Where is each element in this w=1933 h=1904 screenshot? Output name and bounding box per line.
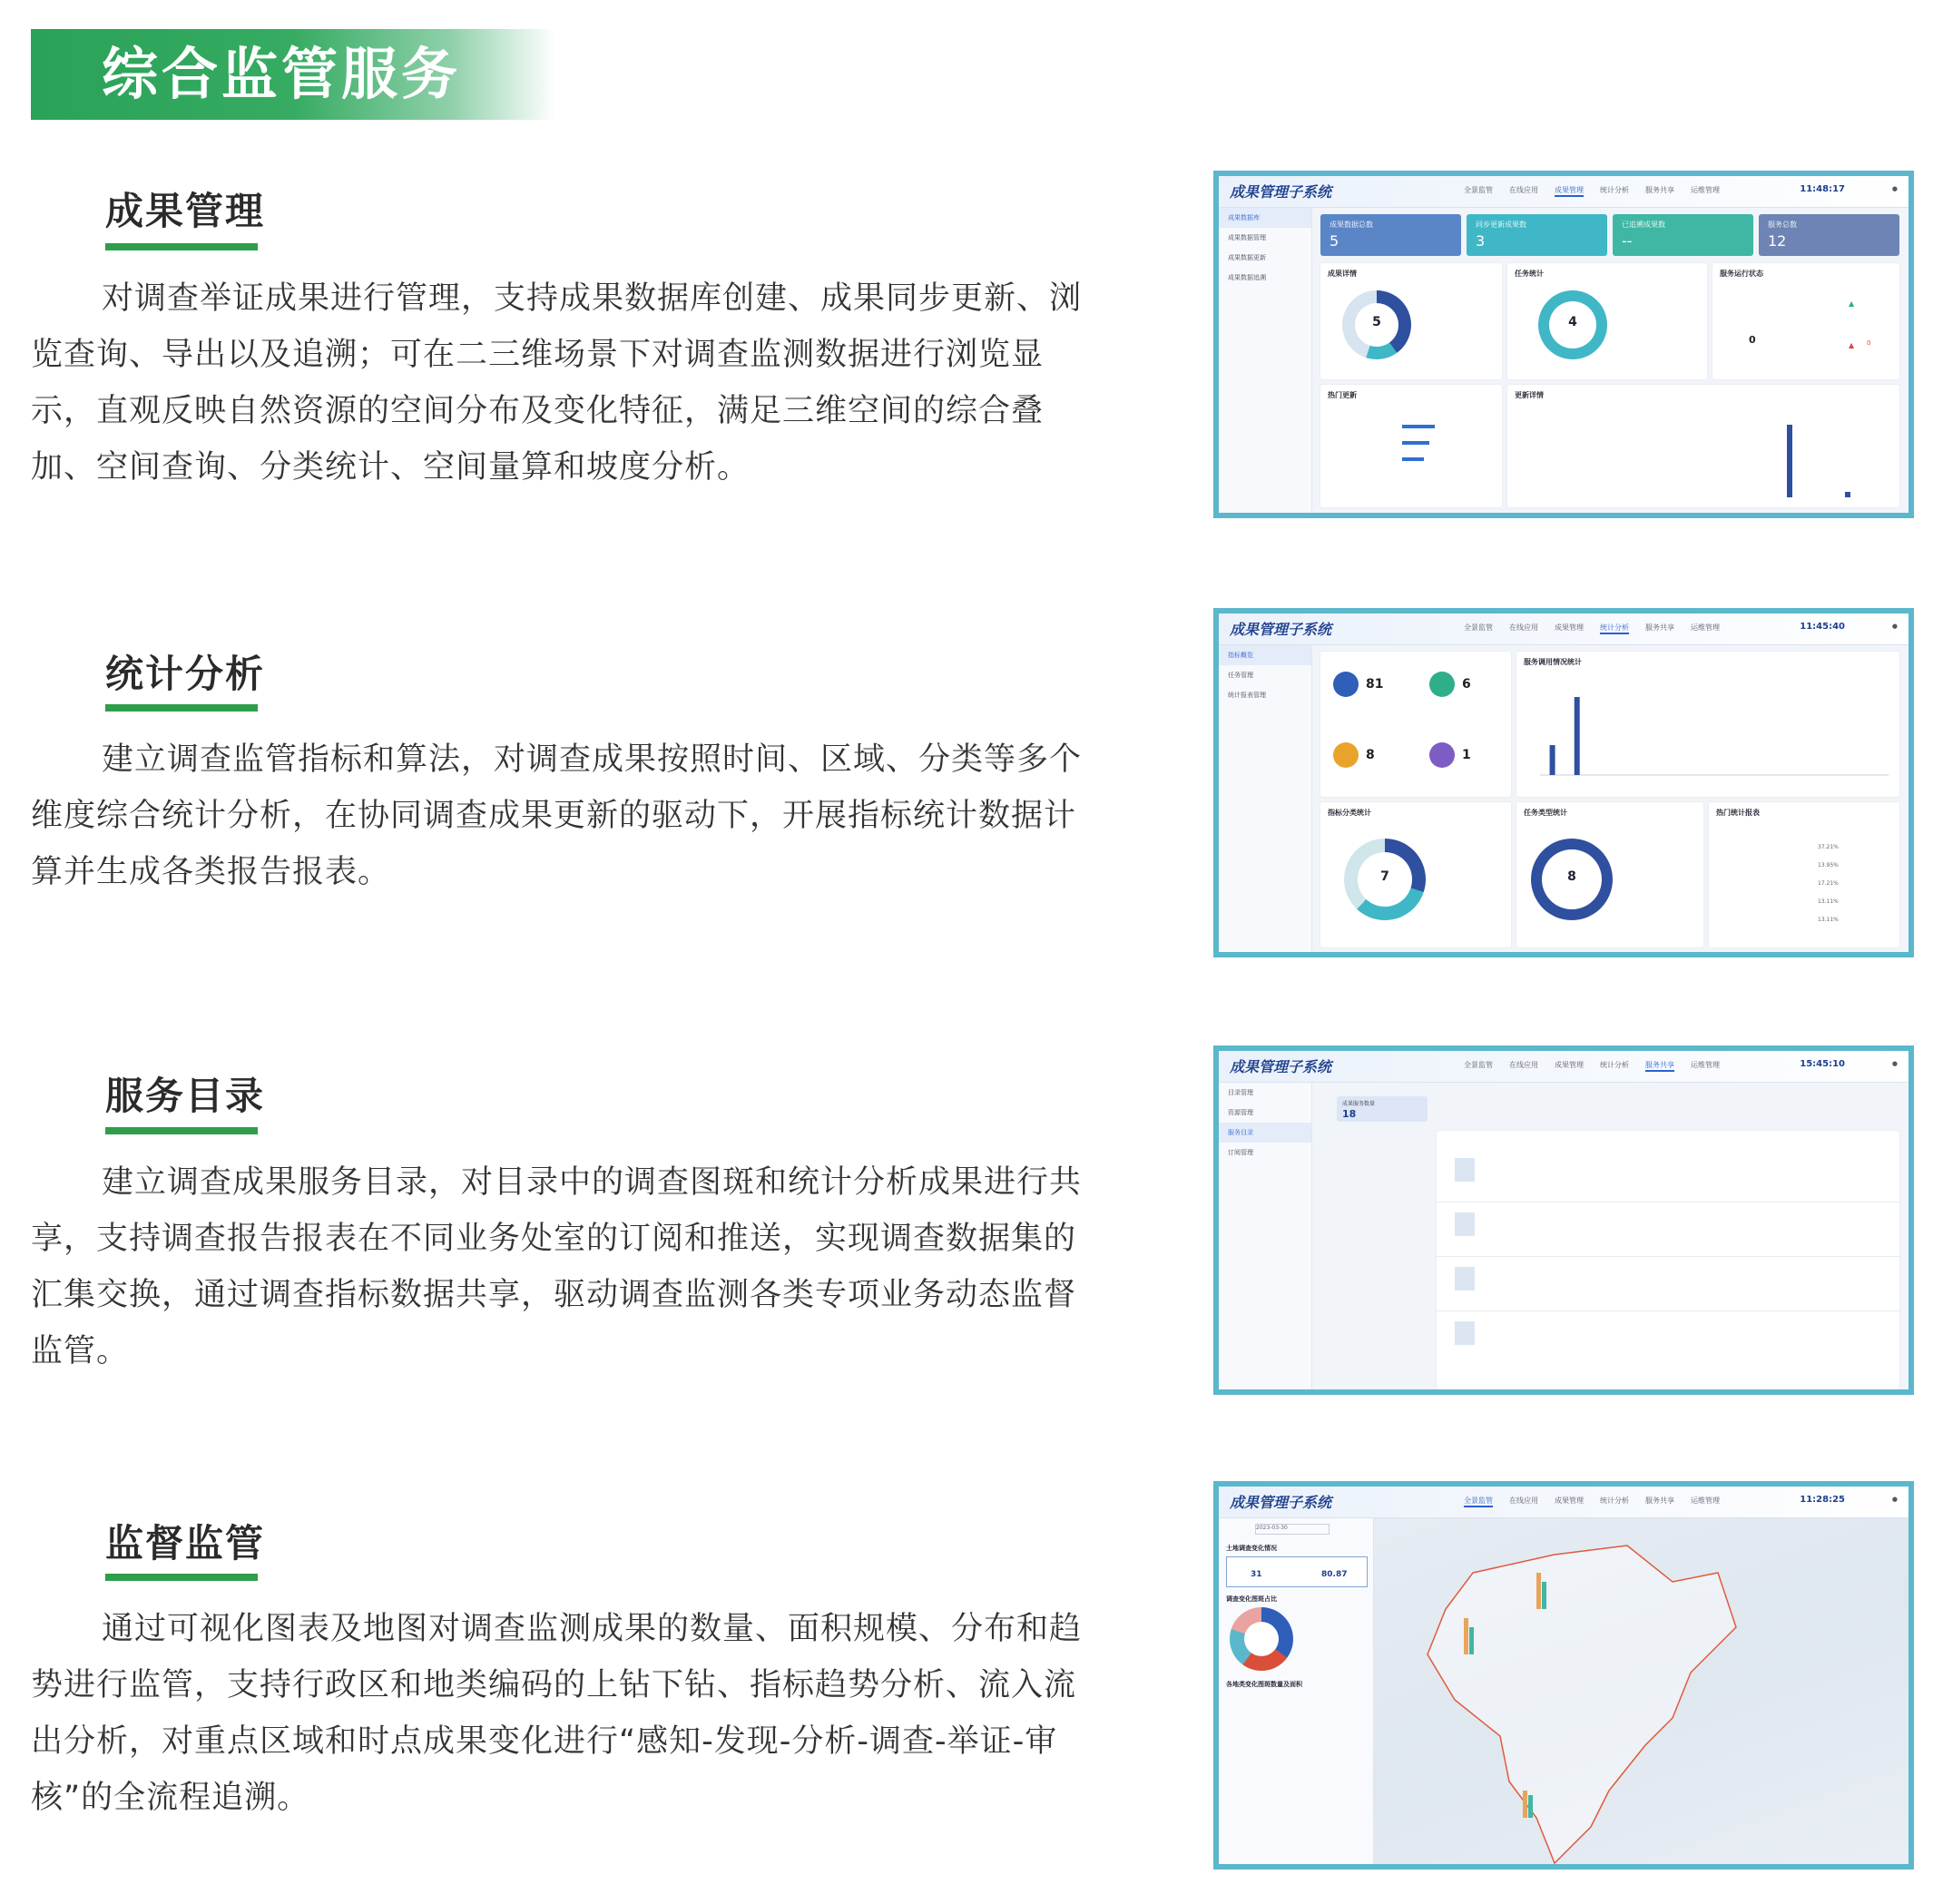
section-title-3: 服务目录 [105,1074,266,1118]
card-title: 指标分类统计 [1328,809,1371,817]
nav-item[interactable]: 服务共享 [1645,1060,1674,1072]
chart-bar [1787,425,1792,497]
card-title: 服务运行状态 [1720,270,1763,278]
metric-value: 81 [1366,677,1384,692]
status-dot-icon: ▲ [1849,341,1855,349]
nav-item[interactable]: 在线应用 [1509,186,1538,194]
user-icon[interactable]: ● [1891,623,1898,630]
chart-bar [1575,697,1580,775]
left-panel [1219,1518,1374,1864]
nav-item[interactable]: 全景监管 [1464,1496,1493,1507]
nav-item[interactable]: 服务共享 [1645,1497,1674,1505]
metric-value: 1 [1462,748,1471,762]
card-indicator-class [1320,802,1511,947]
stat-label: 服务总数 [1768,221,1797,229]
donut-chart [1342,290,1411,359]
report-percent: 13.95% [1818,862,1839,869]
panel-title: 调查变化图斑占比 [1226,1595,1277,1603]
card-title: 任务类型统计 [1524,809,1567,817]
map-view[interactable] [1373,1518,1908,1864]
nav-item[interactable]: 运维管理 [1691,186,1720,194]
document-icon [1455,1158,1475,1182]
document-icon [1455,1321,1475,1345]
metric-icon [1333,742,1359,768]
section-body-4: 通过可视化图表及地图对调查监测成果的数量、面积规模、分布和趋势进行监管，支持行政区和地类编码的上钻下钻、指标趋势分析、流入流出分析，对重点区域和时点成果变化进行“感知-发现-分析-调查-举证-审核”的全流程追溯。 [31,1611,1083,1816]
sidebar-item[interactable]: 指标概览 [1219,645,1311,665]
card-metrics [1320,652,1511,797]
section-underline-4 [105,1574,258,1581]
report-percent: 13.11% [1818,917,1839,923]
service-calls-bar-chart [1522,673,1894,791]
status-value: 0 [1749,334,1756,346]
metric-icon [1429,672,1455,697]
chart-bar [1550,745,1555,775]
card-title: 服务调用情况统计 [1524,658,1582,666]
sidebar-item[interactable]: 统计报表管理 [1228,692,1266,699]
report-percent: 17.21% [1818,880,1839,887]
user-icon[interactable]: ● [1891,185,1898,192]
chart-bar [1845,492,1850,497]
change-count: 31 [1251,1570,1262,1579]
service-list-table [1437,1131,1899,1389]
service-count-card [1337,1096,1428,1122]
section-body-2: 建立调查监管指标和算法，对调查成果按照时间、区域、分类等多个维度综合统计分析，在协同调查成果更新的驱动下，开展指标统计数据计算并生成各类报告报表。 [31,741,1083,890]
nav-item[interactable]: 成果管理 [1555,1497,1584,1505]
section-underline-2 [105,704,258,712]
user-icon[interactable]: ● [1891,1496,1898,1503]
section-title-4: 监督监管 [105,1521,266,1565]
panel-title: 土地调查变化情况 [1226,1545,1277,1552]
system-title: 成果管理子系统 [1230,183,1332,201]
system-header [1219,176,1908,208]
nav-item[interactable]: 统计分析 [1600,1497,1629,1505]
metric-value: 6 [1462,677,1471,692]
nav-item[interactable]: 运维管理 [1691,623,1720,632]
donut-value: 5 [1372,315,1381,329]
region-boundary [1373,1518,1908,1870]
system-nav [1464,623,1720,634]
system-title: 成果管理子系统 [1230,1058,1332,1075]
map-bar-marker [1528,1795,1533,1818]
section-body-3: 建立调查成果服务目录，对目录中的调查图斑和统计分析成果进行共享，支持调查报告报表在不同业务处室的订阅和推送，实现调查数据集的汇集交换，通过调查指标数据共享，驱动调查监测各类专项业务动态监督监管。 [31,1164,1083,1369]
stat-value: 3 [1476,232,1486,250]
system-nav [1464,185,1720,197]
system-header [1219,1051,1908,1083]
donut-chart [1344,839,1426,920]
count-value: 18 [1342,1108,1357,1120]
nav-item[interactable]: 全景监管 [1464,623,1493,632]
sidebar-item[interactable]: 订阅管理 [1228,1149,1253,1156]
system-nav [1464,1496,1720,1507]
map-bar-marker [1523,1791,1527,1818]
sidebar-item[interactable]: 服务目录 [1219,1123,1311,1143]
status-dot-icon: ▲ [1849,299,1855,308]
section-body-1: 对调查举证成果进行管理，支持成果数据库创建、成果同步更新、浏览查询、导出以及追溯；可在二三维场景下对调查监测数据进行浏览显示，直观反映自然资源的空间分布及变化特征，满足三维空间的综合叠加、空间查询、分类统计、空间量算和坡度分析。 [31,280,1083,486]
nav-item[interactable]: 在线应用 [1509,1497,1538,1505]
card-hot-reports [1709,802,1899,947]
card-result-detail [1320,263,1502,379]
sidebar [1219,1083,1312,1389]
document-icon [1455,1267,1475,1291]
progress-bar [1402,441,1429,445]
card-title: 更新详情 [1515,391,1544,399]
clock: 11:45:40 [1800,622,1845,632]
user-icon[interactable]: ● [1891,1060,1898,1067]
sidebar-item[interactable]: 成果数据管理 [1228,234,1266,241]
donut-chart [1531,839,1613,920]
screenshot-supervision [1213,1481,1914,1870]
card-service-status [1712,263,1899,379]
progress-bar [1402,457,1424,461]
section-underline-3 [105,1127,258,1134]
stat-label: 成果数据总数 [1330,221,1373,229]
card-update-detail [1507,385,1899,507]
system-nav [1464,1060,1720,1072]
nav-item[interactable]: 统计分析 [1600,1061,1629,1069]
sidebar-item[interactable]: 成果数据更新 [1228,254,1266,261]
nav-item[interactable]: 统计分析 [1600,623,1629,634]
stat-label: 已追溯成果数 [1622,221,1665,229]
stat-value: 5 [1330,232,1339,250]
screenshot-statistics [1213,608,1914,957]
nav-item[interactable]: 服务共享 [1645,623,1674,632]
section-underline-1 [105,243,258,250]
sidebar-item[interactable]: 目录管理 [1228,1089,1253,1096]
report-percent: 37.21% [1818,844,1839,850]
metric-icon [1429,742,1455,768]
nav-item[interactable]: 成果管理 [1555,1061,1584,1069]
card-title: 热门更新 [1328,391,1357,399]
donut-chart [1538,290,1607,359]
nav-item[interactable]: 全景监管 [1464,186,1493,194]
clock: 11:28:25 [1800,1495,1845,1505]
sidebar-item[interactable]: 成果数据追溯 [1228,274,1266,281]
card-title: 成果详情 [1328,270,1357,278]
sidebar-item[interactable]: 成果数据库 [1219,208,1311,228]
donut-value: 4 [1568,315,1577,329]
card-hot-updates [1320,385,1502,507]
system-title: 成果管理子系统 [1230,621,1332,638]
stat-label: 同步更新成果数 [1476,221,1526,229]
nav-item[interactable]: 统计分析 [1600,186,1629,194]
map-bar-marker [1542,1582,1546,1609]
stat-card [1613,214,1753,256]
map-bar-marker [1469,1627,1474,1654]
row-divider [1437,1256,1899,1257]
section-title-2: 统计分析 [105,652,266,696]
screenshot-result-management [1213,171,1914,518]
nav-item[interactable]: 运维管理 [1691,1497,1720,1505]
stat-value: -- [1622,232,1633,250]
clock: 15:45:10 [1800,1059,1845,1069]
card-title: 热门统计报表 [1716,809,1760,817]
nav-item[interactable]: 全景监管 [1464,1061,1493,1069]
stat-card [1759,214,1899,256]
page-title: 综合监管服务 [102,41,462,107]
stat-card [1467,214,1607,256]
section-title-1: 成果管理 [105,189,266,233]
clock: 11:48:17 [1800,184,1845,194]
sidebar [1219,208,1312,513]
donut-chart [1230,1607,1293,1671]
metric-value: 8 [1366,748,1375,762]
nav-item[interactable]: 服务共享 [1645,186,1674,194]
status-value: 0 [1867,339,1871,347]
map-bar-marker [1464,1618,1468,1654]
sidebar-item[interactable]: 任务管理 [1228,672,1253,679]
count-label: 成果服务数量 [1342,1101,1376,1107]
change-area: 80.87 [1321,1570,1348,1579]
nav-item[interactable]: 在线应用 [1509,623,1538,632]
nav-item[interactable]: 在线应用 [1509,1061,1538,1069]
nav-item[interactable]: 成果管理 [1555,185,1584,197]
map-bar-marker [1536,1573,1541,1609]
date-picker[interactable]: 2023-03-30 [1255,1524,1330,1535]
screenshot-service-catalog [1213,1045,1914,1395]
card-title: 任务统计 [1515,270,1544,278]
system-header [1219,1487,1908,1518]
sidebar-item[interactable]: 资源管理 [1228,1109,1253,1116]
page-banner [31,29,555,120]
system-header [1219,613,1908,645]
stat-value: 12 [1768,232,1787,250]
progress-bar [1402,425,1435,428]
system-title: 成果管理子系统 [1230,1494,1332,1511]
change-summary-card [1226,1556,1368,1587]
row-divider [1437,1310,1899,1311]
panel-title: 各地类变化图斑数量及面积 [1226,1681,1302,1688]
sidebar [1219,645,1312,952]
document-icon [1455,1212,1475,1236]
card-task-types [1516,802,1703,947]
donut-value: 8 [1567,869,1576,884]
card-task-stats [1507,263,1707,379]
report-percent: 13.11% [1818,898,1839,905]
stat-card [1320,214,1461,256]
nav-item[interactable]: 成果管理 [1555,623,1584,632]
donut-value: 7 [1380,869,1389,884]
nav-item[interactable]: 运维管理 [1691,1061,1720,1069]
metric-icon [1333,672,1359,697]
card-service-calls [1516,652,1899,797]
